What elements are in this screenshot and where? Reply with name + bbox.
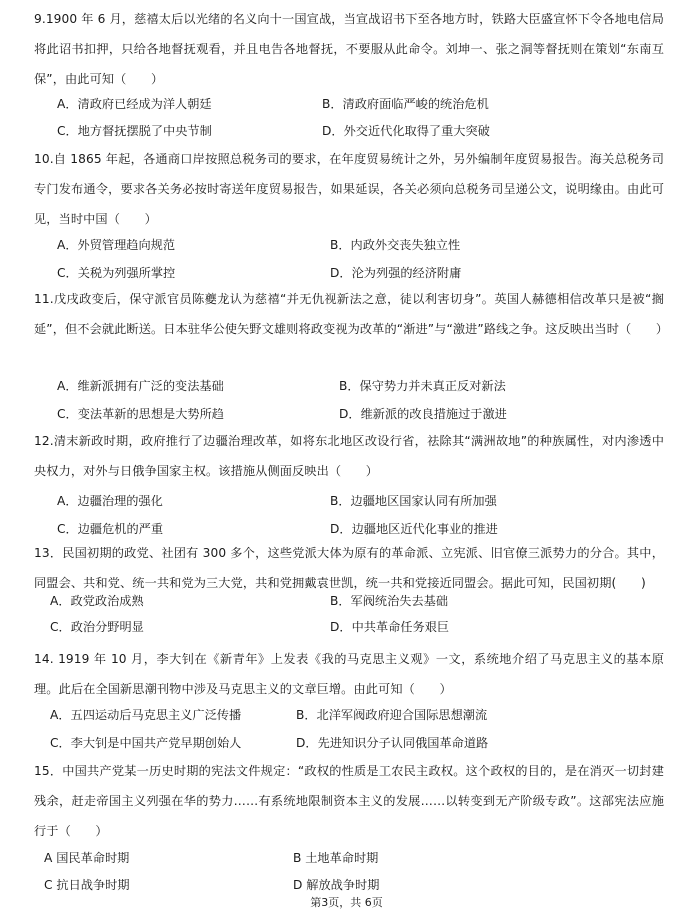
question-12-option-a: A．边疆治理的强化 [57,494,163,508]
question-11-option-b: B．保守势力并未真正反对新法 [339,379,506,393]
question-10-option-c: C．关税为列强所掌控 [57,266,176,280]
question-15-option-c: C 抗日战争时期 [44,878,130,892]
question-13-stem: 13．民国初期的政党、社团有 300 多个，这些党派大体为原有的革命派、立宪派、旧官僚三派势力的分合。其中，同盟会、共和党、统一共和党为三大党，共和党拥戴袁世凯，统一共和党接近同盟会。据此可知，民国初期( ) [34,546,664,590]
question-11-stem: 11.戊戌政变后，保守派官员陈夔龙认为慈禧“并无仇视新法之意，徒以利害切身”。英国人赫德相信改革只是被“搁延”，但不会就此断送。日本驻华公使矢野文雄则将政变视为改革的“渐进”与“激进”路线之争。这反映出当时（ ） [34,292,669,336]
question-13-option-a: A．政党政治成熟 [50,594,144,608]
question-13-option-c: C．政治分野明显 [50,620,144,634]
question-14-option-d: D．先进知识分子认同俄国革命道路 [296,736,489,750]
question-11-option-a: A．维新派拥有广泛的变法基础 [57,379,224,393]
question-14-stem: 14. 1919 年 10 月，李大钊在《新青年》上发表《我的马克思主义观》一文，系统地介绍了马克思主义的基本原理。此后在全国新思潮刊物中涉及马克思主义的文章巨增。由此可知（ ） [34,652,664,696]
question-12-option-c: C．边疆危机的严重 [57,522,164,536]
question-10-option-d: D．沦为列强的经济附庸 [330,266,462,280]
question-15-option-b: B 土地革命时期 [293,851,379,865]
question-9-option-a: A．清政府已经成为洋人朝廷 [57,97,212,111]
question-15-option-d: D 解放战争时期 [293,878,380,892]
question-10-option-a: A．外贸管理趋向规范 [57,238,176,252]
question-12-stem: 12.清末新政时期，政府推行了边疆治理改革，如将东北地区改设行省，祛除其“满洲故地”的种族属性，对内渗透中央权力，对外与日俄争国家主权。该措施从侧面反映出（ ） [34,434,664,478]
question-12-option-b: B．边疆地区国家认同有所加强 [330,494,497,508]
question-15-stem: 15．中国共产党某一历史时期的宪法文件规定：“政权的性质是工农民主政权。这个政权的目的，是在消灭一切封建残余，赶走帝国主义列强在华的势力……有系统地限制资本主义的发展……以转变到无产阶级专政”。这部宪法应施行于（ ） [34,764,664,838]
question-9-option-d: D．外交近代化取得了重大突破 [322,124,490,138]
question-11-option-d: D．维新派的改良措施过于激进 [339,407,507,421]
question-13-option-b: B．军阀统治失去基础 [330,594,449,608]
question-9-option-c: C．地方督抚摆脱了中央节制 [57,124,212,138]
question-9-stem: 9.1900 年 6 月，慈禧太后以光绪的名义向十一国宣战，当宣战诏书下至各地方时，铁路大臣盛宣怀下令各地电信局将此诏书扣押，只给各地督抚观看，并且电告各地督抚，不要服从此命令。刘坤一、张之洞等督抚则在策划“东南互保”，由此可知（ ） [34,12,664,86]
page-footer: 第3页，共 6页 [310,896,383,909]
question-12-option-d: D．边疆地区近代化事业的推进 [330,522,498,536]
question-14-option-c: C．李大钊是中国共产党早期创始人 [50,736,242,750]
question-14-option-b: B．北洋军阀政府迎合国际思想潮流 [296,708,488,722]
question-14-option-a: A．五四运动后马克思主义广泛传播 [50,708,242,722]
question-9-option-b: B．清政府面临严峻的统治危机 [322,97,489,111]
question-11-option-c: C．变法革新的思想是大势所趋 [57,407,224,421]
question-10-option-b: B．内政外交丧失独立性 [330,238,461,252]
question-10-stem: 10.自 1865 年起，各通商口岸按照总税务司的要求，在年度贸易统计之外，另外编制年度贸易报告。海关总税务司专门发布通令，要求各关务必按时寄送年度贸易报告，如果延误，各关必须向总税务司呈递公文，说明缘由。由此可见，当时中国（ ） [34,152,664,226]
question-13-option-d: D．中共革命任务艰巨 [330,620,450,634]
question-15-option-a: A 国民革命时期 [44,851,130,865]
